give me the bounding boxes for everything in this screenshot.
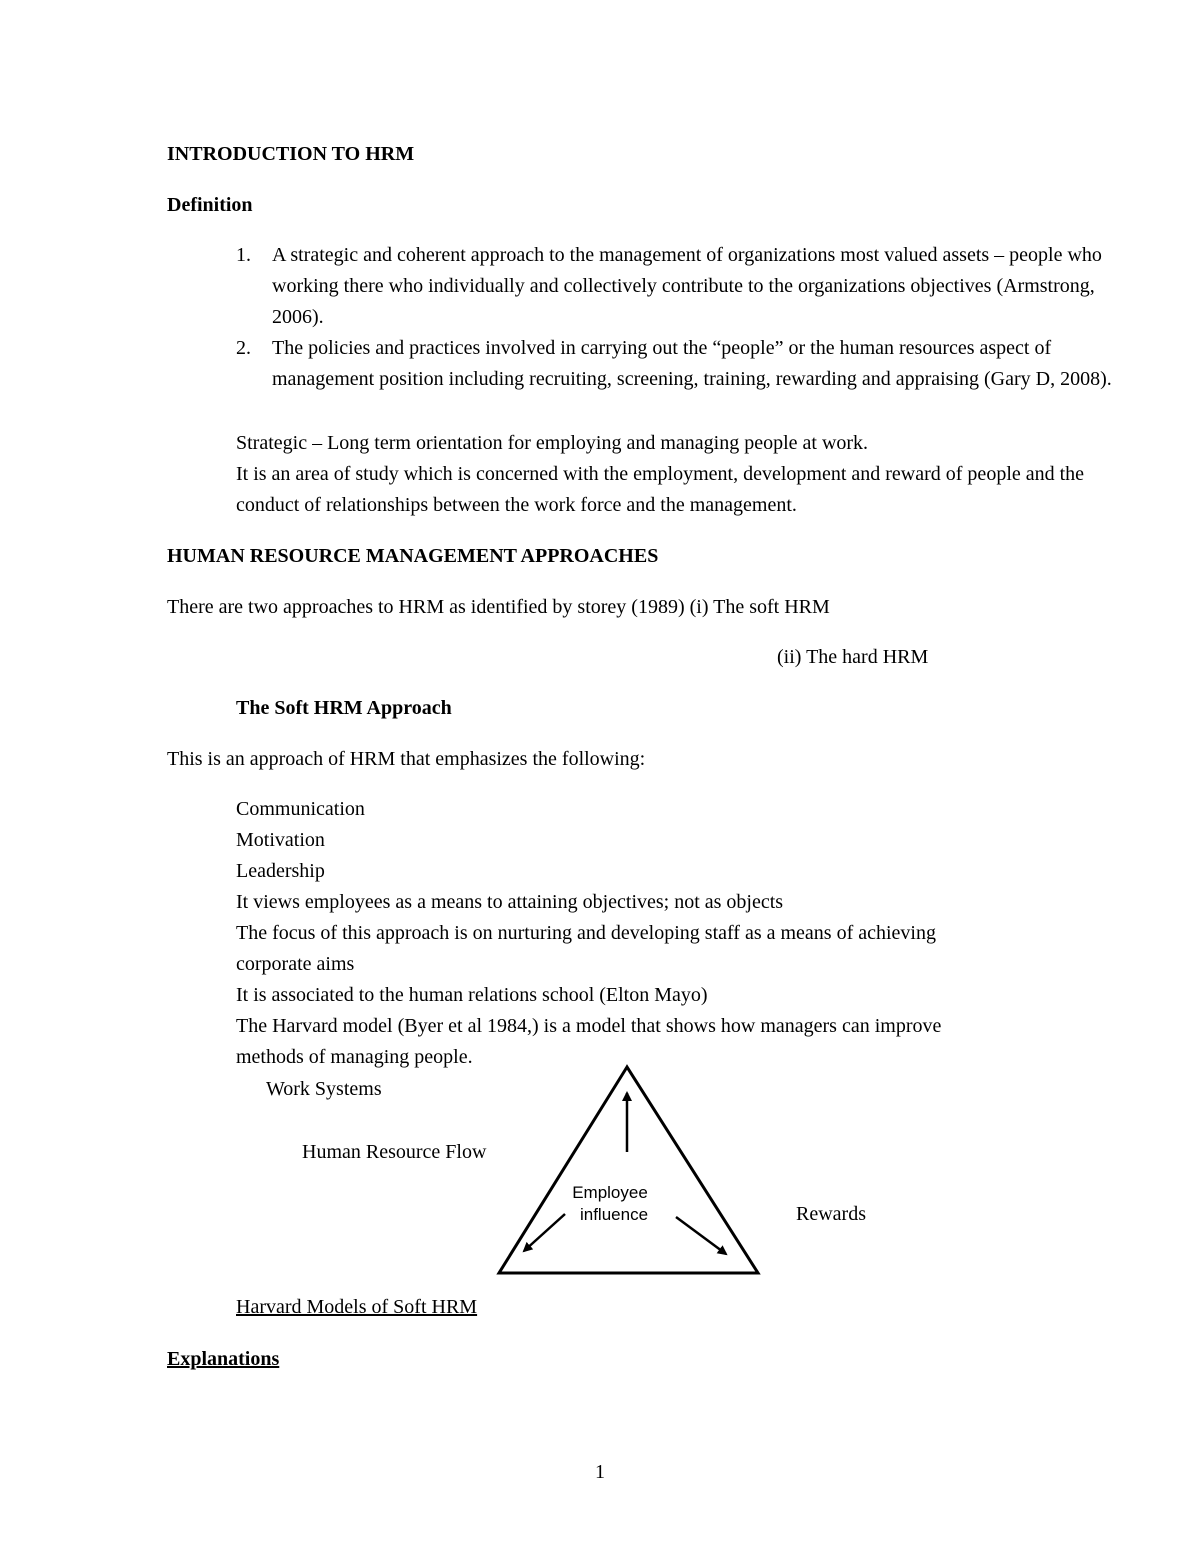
soft-point: Communication: [236, 798, 365, 820]
soft-point: corporate aims: [236, 953, 355, 975]
soft-point: methods of managing people.: [236, 1046, 473, 1068]
definition-number: 1.: [236, 244, 251, 266]
soft-hrm-points: [236, 794, 941, 1073]
diagram-label-rewards: Rewards: [796, 1203, 866, 1225]
diagram-center-line2: influence: [579, 1205, 649, 1224]
soft-hrm-heading: The Soft HRM Approach: [236, 697, 452, 719]
explanations-heading: Explanations: [167, 1348, 280, 1370]
soft-point: Motivation: [236, 829, 325, 851]
arrow-down-right: [676, 1217, 726, 1254]
definition-number: 2.: [236, 337, 251, 359]
soft-point: Leadership: [236, 860, 325, 882]
soft-point: It views employees as a means to attaining objectives; not as objects: [236, 891, 784, 913]
definition-text: A strategic and coherent approach to the management of organizations most valued assets – people who working there who individually and collectively contribute to the organizations objectives (Armstrong, 2006).: [272, 244, 1102, 328]
approaches-line-hard: (ii) The hard HRM: [777, 646, 929, 668]
definition-text: The policies and practices involved in carrying out the “people” or the human resources aspect of management position including recruiting, screening, training, rewarding and appraising (Gary D, 2008).: [272, 337, 1112, 390]
soft-point: The focus of this approach is on nurturing and developing staff as a means of achieving: [236, 922, 936, 944]
soft-point: It is associated to the human relations school (Elton Mayo): [236, 984, 708, 1006]
diagram-label-hr-flow: Human Resource Flow: [302, 1141, 487, 1163]
page-number: 1: [595, 1461, 605, 1483]
page-title: INTRODUCTION TO HRM: [167, 143, 415, 165]
definitions-list: [236, 240, 1116, 395]
definition-item: [236, 333, 1116, 395]
definition-item: [236, 240, 1116, 333]
triangle-shape: [499, 1067, 758, 1273]
harvard-model-diagram: [480, 1055, 780, 1280]
strategic-line: Strategic – Long term orientation for employing and managing people at work.: [236, 432, 869, 454]
soft-hrm-intro: This is an approach of HRM that emphasizes the following:: [167, 748, 646, 770]
diagram-center-line1: Employee: [572, 1183, 648, 1202]
approaches-heading: HUMAN RESOURCE MANAGEMENT APPROACHES: [167, 545, 659, 567]
diagram-caption: Harvard Models of Soft HRM: [236, 1296, 478, 1318]
area-paragraph: It is an area of study which is concerned with the employment, development and reward of people and the conduct of relationships between the work force and the management.: [236, 463, 1085, 516]
definition-heading: Definition: [167, 194, 253, 216]
soft-point: The Harvard model (Byer et al 1984,) is a model that shows how managers can improve: [236, 1015, 942, 1037]
arrow-down-left: [524, 1214, 565, 1251]
diagram-label-work-systems: Work Systems: [266, 1078, 382, 1100]
approaches-line-soft: There are two approaches to HRM as identified by storey (1989) (i) The soft HRM: [167, 596, 830, 618]
